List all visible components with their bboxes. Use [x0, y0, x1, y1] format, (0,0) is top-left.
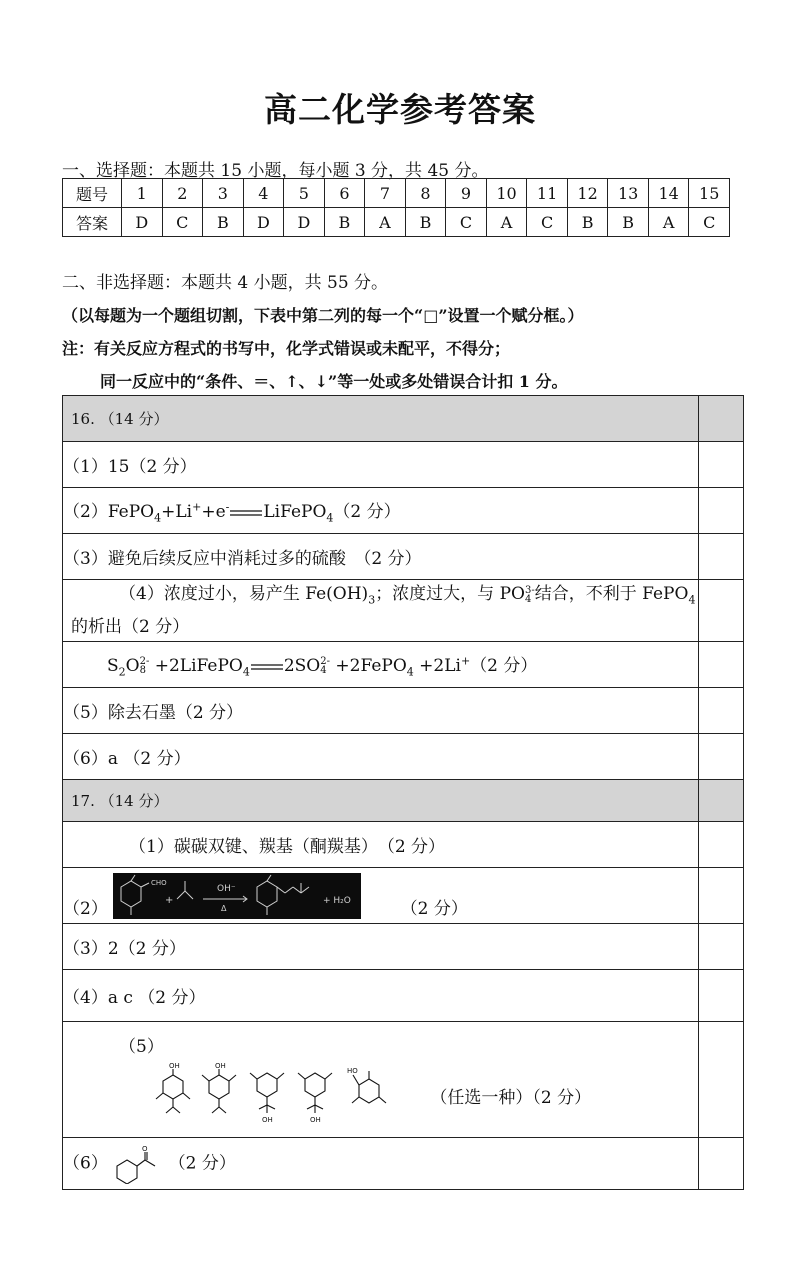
- q17-a5-label: （5）: [119, 1037, 164, 1057]
- score-box: [699, 734, 744, 780]
- oh-label: OH: [262, 1116, 273, 1124]
- q16-a2-lifepo: LiFePO: [263, 501, 327, 522]
- q16-answer-5: （5）除去石墨（2 分）: [63, 688, 699, 734]
- equals-sign: [250, 656, 284, 676]
- q16-a4-text-a: （4）浓度过小，易产生 Fe(OH): [119, 584, 369, 605]
- q16-answer-3: （3）避免后续反应中消耗过多的硫酸 （2 分）: [63, 534, 699, 580]
- answer-table: [62, 395, 744, 1190]
- q16-row-equation: [63, 642, 744, 688]
- subscript: 4: [154, 511, 162, 525]
- condition-heat: Δ: [221, 903, 227, 913]
- q-answer: C: [527, 208, 568, 237]
- subscript: 4: [406, 665, 414, 679]
- q-number: 8: [405, 179, 446, 208]
- q17-row-4: [63, 970, 744, 1022]
- q-answer: D: [122, 208, 163, 237]
- row-label-number: 题号: [63, 179, 122, 208]
- eq-s: S: [107, 655, 119, 676]
- score-box: [699, 580, 744, 642]
- water-product: + H₂O: [323, 895, 352, 906]
- score-box: [699, 780, 744, 822]
- mc-number-row: [63, 179, 730, 208]
- q17-answer-3: （3）2（2 分）: [63, 924, 699, 970]
- grading-note: （以每题为一个题组切割，下表中第二列的每一个“□”设置一个赋分框。）: [62, 306, 584, 325]
- superscript: 3-: [524, 584, 535, 596]
- q16-header-row: [63, 396, 744, 442]
- q17-a5-choice: （任选一种）（2 分）: [430, 1087, 592, 1108]
- o-label: O: [142, 1144, 148, 1153]
- isomer-structures: [153, 1061, 421, 1129]
- plus-sign: +: [165, 894, 174, 906]
- q-number: 9: [446, 179, 487, 208]
- q-answer: B: [405, 208, 446, 237]
- q-answer: D: [243, 208, 284, 237]
- score-box: [699, 1022, 744, 1138]
- q16-answer-1: （1）15（2 分）: [63, 442, 699, 488]
- q-number: 11: [527, 179, 568, 208]
- superscript: -: [225, 500, 230, 514]
- q-number: 5: [284, 179, 325, 208]
- q-answer: A: [486, 208, 527, 237]
- aldol-reaction-image: [113, 873, 361, 919]
- score-box: [699, 970, 744, 1022]
- q17-a2-label: （2）: [63, 898, 108, 919]
- q-answer: B: [567, 208, 608, 237]
- q16-a2-e: +e: [201, 501, 226, 522]
- q17-a6-label: （6）: [63, 1153, 108, 1173]
- q17-header: 17. （14 分）: [63, 780, 699, 822]
- section2-heading: 二、非选择题：本题共 4 小题，共 55 分。: [62, 273, 389, 293]
- subscript: 4: [524, 593, 532, 605]
- subscript: 2: [118, 665, 126, 679]
- q16-a4-line2: 的析出（2 分）: [71, 616, 190, 637]
- q17-answer-4: （4）a c （2 分）: [63, 970, 699, 1022]
- superscript: 2-: [320, 656, 330, 668]
- score-box: [699, 396, 744, 442]
- q17-answer-5: [63, 1022, 699, 1138]
- score-box: [699, 924, 744, 970]
- q-number: 12: [567, 179, 608, 208]
- score-box: [699, 1138, 744, 1190]
- q17-answer-1: （1）碳碳双键、羰基（酮羰基） （2 分）: [63, 822, 699, 868]
- q-number: 2: [162, 179, 203, 208]
- score-box: [699, 822, 744, 868]
- q-number: 13: [608, 179, 649, 208]
- ion-charge: [320, 657, 330, 675]
- q16-row-6: [63, 734, 744, 780]
- oh-label: OH: [310, 1116, 321, 1124]
- q17-answer-6: [63, 1138, 699, 1190]
- q-number: 1: [122, 179, 163, 208]
- superscript: +: [460, 654, 471, 668]
- q-answer: B: [324, 208, 365, 237]
- q-answer: C: [162, 208, 203, 237]
- condition-base: OH⁻: [217, 883, 236, 894]
- equation-note: 注：有关反应方程式的书写中，化学式错误或未配平，不得分；: [62, 339, 511, 358]
- subscript: 4: [326, 511, 334, 525]
- ho-label: HO: [347, 1067, 358, 1075]
- q17-row-5: [63, 1022, 744, 1138]
- q16-row-3: [63, 534, 744, 580]
- q17-row-6: [63, 1138, 744, 1190]
- q-number: 4: [243, 179, 284, 208]
- q16-row-2: [63, 488, 744, 534]
- score-box: [699, 442, 744, 488]
- q16-row-1: [63, 442, 744, 488]
- q16-row-5: [63, 688, 744, 734]
- q17-row-2: [63, 868, 744, 924]
- score-text: （2 分）: [470, 655, 538, 676]
- row-label-answer: 答案: [63, 208, 122, 237]
- superscript: 2-: [139, 656, 150, 668]
- deduction-note: 同一反应中的“条件、＝、↑、↓”等一处或多处错误合计扣 1 分。: [100, 372, 568, 391]
- q-number: 10: [486, 179, 527, 208]
- eq-lifepo: +2LiFePO: [149, 655, 243, 676]
- mc-answer-table: [62, 178, 730, 237]
- q17-answer-2: [63, 868, 699, 924]
- superscript: +: [192, 500, 202, 514]
- q-number: 7: [365, 179, 406, 208]
- subscript: 4: [320, 665, 327, 677]
- q16-row-4: [63, 580, 744, 642]
- q17-header-row: [63, 780, 744, 822]
- q16-answer-2: [63, 488, 699, 534]
- acetophenone-structure: [113, 1144, 163, 1184]
- subscript: 8: [139, 665, 146, 677]
- mc-answer-row: [63, 208, 730, 237]
- q-answer: B: [203, 208, 244, 237]
- q17-row-1: [63, 822, 744, 868]
- oh-label: OH: [215, 1062, 226, 1070]
- score-box: [699, 488, 744, 534]
- q16-answer-4: [63, 580, 699, 642]
- q16-a4-text-b: ；浓度过大，与 PO: [375, 584, 525, 605]
- q16-header: 16. （14 分）: [63, 396, 699, 442]
- q16-answer-6: （6）a （2 分）: [63, 734, 699, 780]
- subscript: 4: [242, 665, 250, 679]
- ion-charge: [525, 586, 535, 604]
- q16-a2-li: +Li: [161, 501, 193, 522]
- score-text: （2 分）: [400, 898, 468, 919]
- subscript: 3: [368, 593, 376, 607]
- subscript: 4: [688, 593, 696, 607]
- q16-equation: [63, 642, 699, 688]
- cho-label: CHO: [151, 878, 167, 887]
- q-number: 3: [203, 179, 244, 208]
- q-answer: C: [446, 208, 487, 237]
- q-answer: B: [608, 208, 649, 237]
- score-text: （2 分）: [168, 1153, 236, 1173]
- q-number: 6: [324, 179, 365, 208]
- page-title: 高二化学参考答案: [264, 90, 536, 129]
- score-box: [699, 642, 744, 688]
- q-answer: A: [648, 208, 689, 237]
- score-box: [699, 534, 744, 580]
- eq-o: O: [125, 655, 140, 676]
- q16-a2-fepo: （2）FePO: [63, 501, 155, 522]
- ion-charge: [140, 657, 150, 675]
- section1-heading: 一、选择题：本题共 15 小题，每小题 3 分，共 45 分。: [62, 161, 489, 181]
- q-answer: C: [689, 208, 730, 237]
- q-answer: A: [365, 208, 406, 237]
- score-box: [699, 868, 744, 924]
- eq-so: 2SO: [283, 655, 321, 676]
- q16-a4-text-c: 结合，不利于 FePO: [534, 584, 689, 605]
- q-number: 15: [689, 179, 730, 208]
- eq-li: +2Li: [413, 655, 461, 676]
- q17-row-3: [63, 924, 744, 970]
- q-answer: D: [284, 208, 325, 237]
- equals-sign: [229, 502, 263, 522]
- eq-fepo: +2FePO: [330, 655, 407, 676]
- score-box: [699, 688, 744, 734]
- q-number: 14: [648, 179, 689, 208]
- oh-label: OH: [169, 1062, 180, 1070]
- score-text: （2 分）: [333, 501, 401, 522]
